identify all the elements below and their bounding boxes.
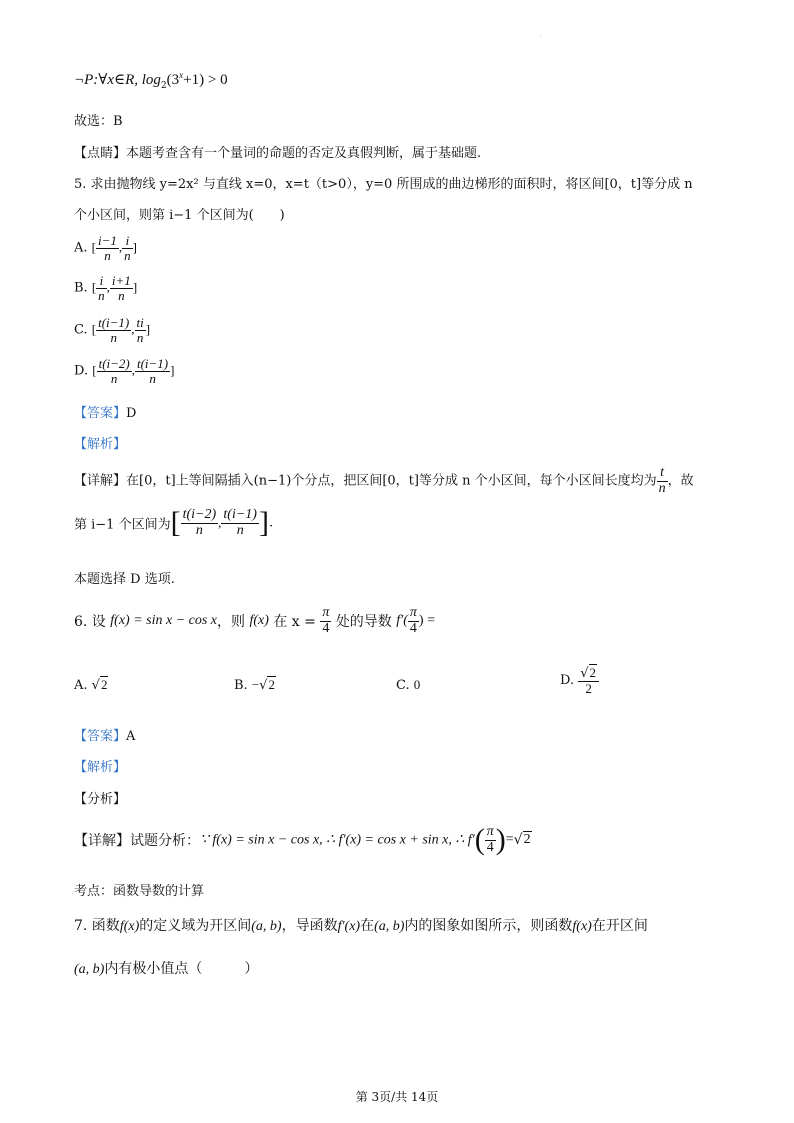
frac-num: i+1 (111, 273, 131, 288)
q7-fx: f(x) (119, 919, 140, 934)
scan-dot: · (540, 34, 542, 41)
option-value: 2 (100, 677, 108, 692)
q7-interval: (a, b) (74, 962, 105, 977)
q7-text: 在开区间 (591, 918, 648, 934)
q7-text: 7. 函数 (74, 918, 120, 934)
answer-value: A (126, 729, 136, 744)
answer-tag: 【答案】 (74, 729, 127, 744)
q6-answer (74, 725, 135, 744)
q6-option-a: A. √2 (74, 677, 108, 693)
q5-detail-line1 (74, 466, 694, 496)
frac-den: n (118, 287, 125, 303)
option-value: 2 (268, 677, 275, 692)
frac-num: 2 (589, 665, 597, 680)
option-label: D. (560, 673, 575, 689)
frac-den: n (124, 247, 131, 263)
exponent: x (179, 70, 184, 80)
frac-den: n (236, 522, 244, 538)
frac-den: 2 (585, 680, 592, 696)
formula-tail: +1) > 0 (183, 72, 228, 88)
q6-option-b: B. −√2 (234, 677, 275, 693)
q7-text: 的定义域为开区间 (139, 918, 252, 934)
frac-num: t(i−1) (223, 506, 257, 522)
q7-text: 内的图象如图所示，则函数 (404, 918, 573, 934)
frac-num: i (96, 274, 107, 289)
q6-fprime: f′( (396, 613, 408, 629)
option-label: A. (74, 678, 88, 693)
frac-den: n (104, 247, 111, 263)
q7-fpx: f′(x) (337, 919, 361, 934)
frac-num: π (409, 605, 417, 620)
q5-option-b: B. [ $\frac{i}{n}$ , $\frac{i+1}{n}$ ] (74, 273, 138, 303)
q7-fx: f(x) (572, 919, 592, 934)
frac-num: t(i−2) (182, 506, 217, 522)
q4-note: 【点睛】本题考查含有一个量词的命题的否定及真假判断，属于基础题. (74, 146, 482, 161)
frac-den: 4 (409, 620, 417, 636)
q6-pre: 6. 设 (74, 614, 106, 631)
detail-math: ∵ f(x) = sin x − cos x, ∴ f′(x) = cos x + sin x, ∴ f′ (200, 832, 475, 848)
log-arg: (3 (166, 72, 180, 88)
frac-den: n (110, 370, 118, 386)
q5-option-a: A. [ $\frac{i-1}{n}$ , $\frac{i}{n}$ ] (74, 233, 137, 263)
log-base: 2 (160, 81, 167, 91)
q5-detail-line2: 第 i−1 个区间为[ $\frac{t(i-2)}{n}$ , $\frac{t(i-1)}{n}$ ]. (74, 506, 274, 539)
detail-text: 试题分析： (130, 833, 200, 849)
q5-analysis-tag: 【解析】 (74, 437, 127, 452)
formula-body: :∀x∈R, log (93, 72, 161, 88)
q7-text: 在 (360, 918, 375, 934)
q6-kaodian: 考点：函数导数的计算 (74, 884, 205, 899)
q5-answer (74, 402, 136, 421)
q7-text: 内有极小值点（ ） (104, 961, 259, 977)
frac-den: n (110, 329, 117, 345)
answer-value: D (126, 406, 137, 421)
q5-stem-line2: 个小区间，则第 i−1 个区间为( ) (74, 208, 285, 223)
answer-tag: 【答案】 (74, 406, 127, 421)
frac-den: n (658, 480, 666, 496)
q5-option-d: D. [ $\frac{t(i-2)}{n}$ , $\frac{t(i-1)}{n}$ ] (74, 356, 175, 386)
frac-num: t(i−2) (98, 356, 130, 371)
q6-function: f(x) = sin x − cos x (110, 613, 218, 629)
page-footer: 第 3页/共 14页 (355, 1090, 439, 1104)
option-label: C. (74, 322, 88, 338)
q4-choice: 故选：B (74, 114, 123, 129)
q6-option-d: D. $\frac{√2}{2}$ (560, 666, 599, 695)
q5-conclusion: 本题选择 D 选项. (74, 572, 175, 587)
option-label: B. (74, 280, 88, 296)
frac-num: ti (136, 315, 144, 330)
detail-eq: = (505, 832, 514, 847)
q5-option-c: C. [ $\frac{t(i-1)}{n}$ , $\frac{ti}{n}$ ] (74, 315, 151, 345)
q7-line1 (74, 915, 648, 935)
frac-den: 4 (322, 620, 330, 636)
frac-num: t(i−1) (136, 356, 169, 371)
frac-den: n (136, 329, 144, 345)
q5-stem-line1: 5. 求由抛物线 y=2x² 与直线 x=0，x=t（t>0），y=0 所围成的曲边梯形的面积时，将区间[0，t]等分成 n (74, 177, 693, 192)
q6-fx: f(x) (249, 613, 269, 629)
q6-detail: 【详解】试题分析：∵ f(x) = sin x − cos x, ∴ f′(x) = cos x + sin x, ∴ f′( $\frac{\pi}{4}$ )=√2 (74, 823, 531, 856)
q6-analysis-tag: 【解析】 (74, 760, 127, 775)
frac-den: 4 (486, 839, 494, 855)
detail-tail: ，故 (667, 473, 694, 489)
negation-formula (74, 70, 228, 91)
option-value: 0 (413, 677, 421, 692)
frac-num: t (657, 466, 668, 482)
frac-den: n (98, 287, 105, 303)
frac-den: n (195, 522, 203, 538)
detail-line2-text: 第 i−1 个区间为 (74, 517, 171, 533)
frac-num: π (486, 823, 494, 839)
detail-text: 在[0，t]上等间隔插入(n−1)个分点，把区间[0，t]等分成 n 个小区间，每个小区间长度均为 (126, 473, 657, 489)
q6-eq-end: ) = (418, 613, 435, 629)
frac-num: i (122, 234, 133, 249)
detail-tag: 【详解】 (74, 473, 127, 489)
option-label: C. (396, 678, 410, 693)
q7-line2 (74, 958, 258, 978)
frac-num: t(i−1) (98, 315, 130, 330)
q6-mid: ，则 (217, 614, 246, 631)
option-label: D. (74, 363, 89, 379)
q6-stem (74, 606, 435, 636)
frac-num: π (322, 605, 330, 620)
neg-p: ¬P (74, 72, 94, 88)
option-label: A. (74, 240, 88, 256)
frac-den: n (149, 370, 156, 386)
q7-interval: (a, b) (374, 919, 405, 934)
q6-at: 在 x = (273, 614, 316, 631)
option-sign: − (251, 677, 260, 692)
detail-tag: 【详解】 (74, 833, 130, 849)
option-label: B. (234, 678, 248, 693)
q7-interval: (a, b) (251, 919, 282, 934)
q7-text: ，导函数 (281, 918, 338, 934)
frac-num: i−1 (98, 233, 117, 248)
q6-fenxi-tag: 【分析】 (74, 792, 127, 807)
q6-option-c (396, 677, 420, 693)
q6-deriv-text: 处的导数 (335, 614, 392, 631)
